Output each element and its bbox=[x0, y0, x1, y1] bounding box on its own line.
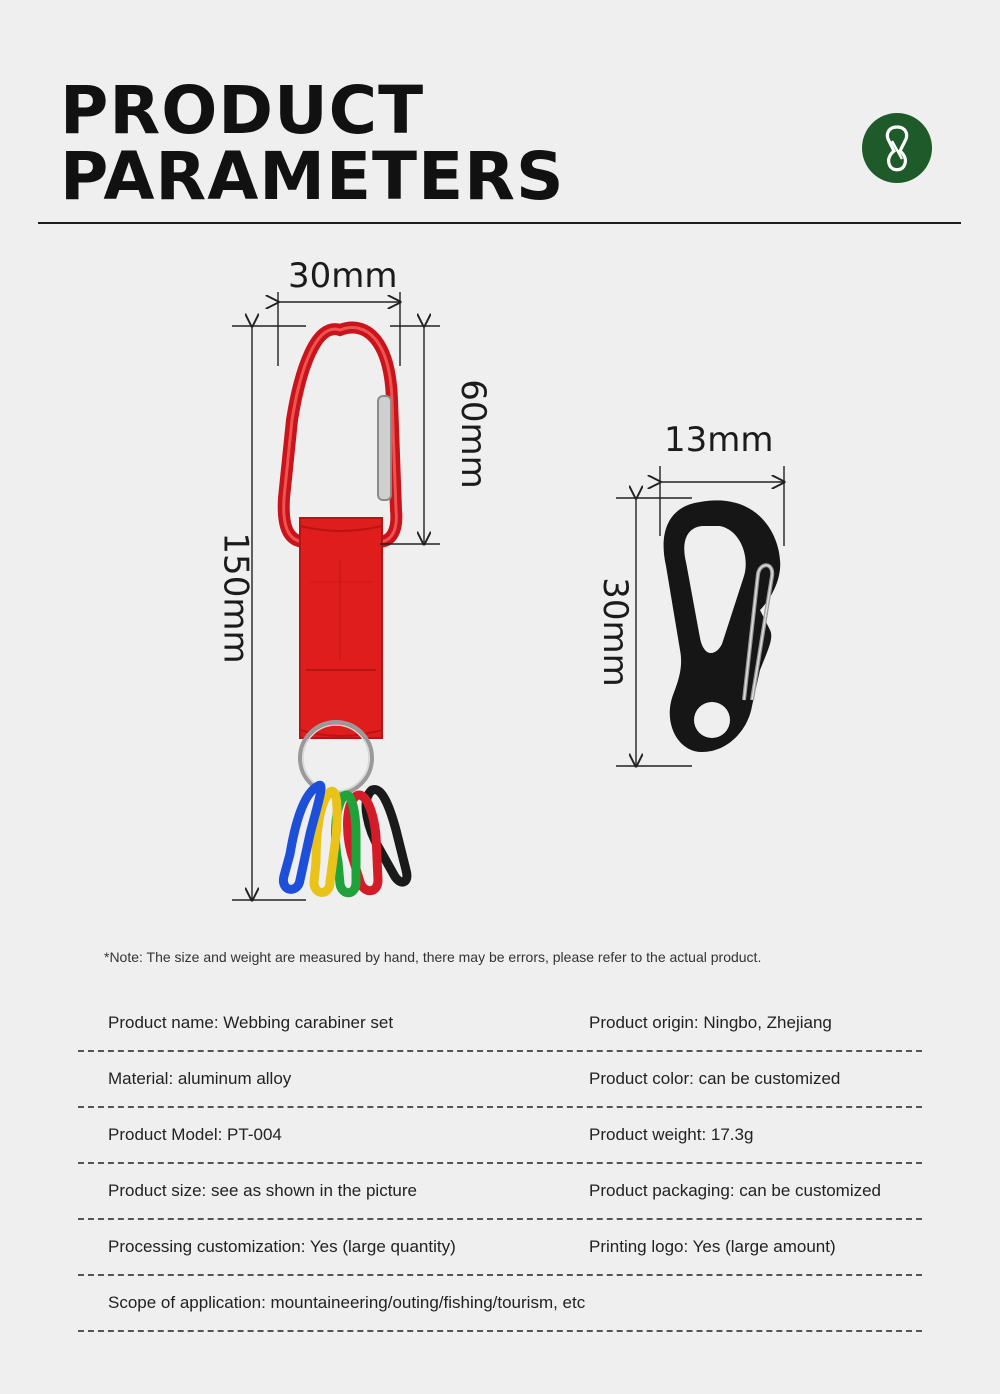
spec-processing-customization: Processing customization: Yes (large quantity) bbox=[108, 1237, 456, 1256]
spec-row bbox=[78, 1108, 922, 1164]
large-body-length-label: 60mm bbox=[452, 379, 493, 489]
spec-product-model: Product Model: PT-004 bbox=[108, 1125, 282, 1144]
spec-product-weight: Product weight: 17.3g bbox=[589, 1125, 754, 1144]
spec-printing-logo: Printing logo: Yes (large amount) bbox=[589, 1237, 836, 1256]
product-illustration bbox=[0, 230, 1000, 930]
spec-material: Material: aluminum alloy bbox=[108, 1069, 292, 1088]
red-webbing-strap bbox=[300, 518, 382, 738]
webbing-carabiner-set bbox=[283, 328, 406, 893]
spec-table bbox=[78, 996, 922, 1332]
title-line-1: PRODUCT bbox=[60, 72, 425, 149]
title-line-2: PARAMETERS bbox=[60, 138, 565, 215]
header-divider bbox=[38, 222, 961, 224]
spec-row bbox=[78, 1276, 922, 1332]
spec-row bbox=[78, 996, 922, 1052]
spec-product-packaging: Product packaging: can be customized bbox=[589, 1181, 882, 1200]
large-total-length-label: 150mm bbox=[215, 532, 256, 664]
product-diagram bbox=[0, 230, 1000, 930]
spec-scope-of-application: Scope of application: mountaineering/outing/fishing/tourism, etc bbox=[108, 1293, 586, 1312]
spec-row bbox=[78, 1052, 922, 1108]
spec-product-origin: Product origin: Ningbo, Zhejiang bbox=[589, 1013, 832, 1032]
large-width-label: 30mm bbox=[288, 256, 398, 296]
brand-logo bbox=[862, 113, 932, 183]
measurement-note: *Note: The size and weight are measured by hand, there may be errors, please refer to the actual product. bbox=[104, 949, 762, 965]
black-snap-hook bbox=[664, 500, 781, 752]
small-width-label: 13mm bbox=[664, 420, 774, 460]
spec-product-color: Product color: can be customized bbox=[589, 1069, 841, 1088]
page-title bbox=[60, 72, 565, 215]
spec-row bbox=[78, 1220, 922, 1276]
spec-product-name: Product name: Webbing carabiner set bbox=[108, 1013, 394, 1032]
small-length-label: 30mm bbox=[594, 577, 635, 687]
spec-product-size: Product size: see as shown in the picture bbox=[108, 1181, 417, 1200]
spec-row bbox=[78, 1164, 922, 1220]
red-carabiner bbox=[284, 328, 397, 542]
carabiner-logo-icon bbox=[862, 113, 932, 183]
